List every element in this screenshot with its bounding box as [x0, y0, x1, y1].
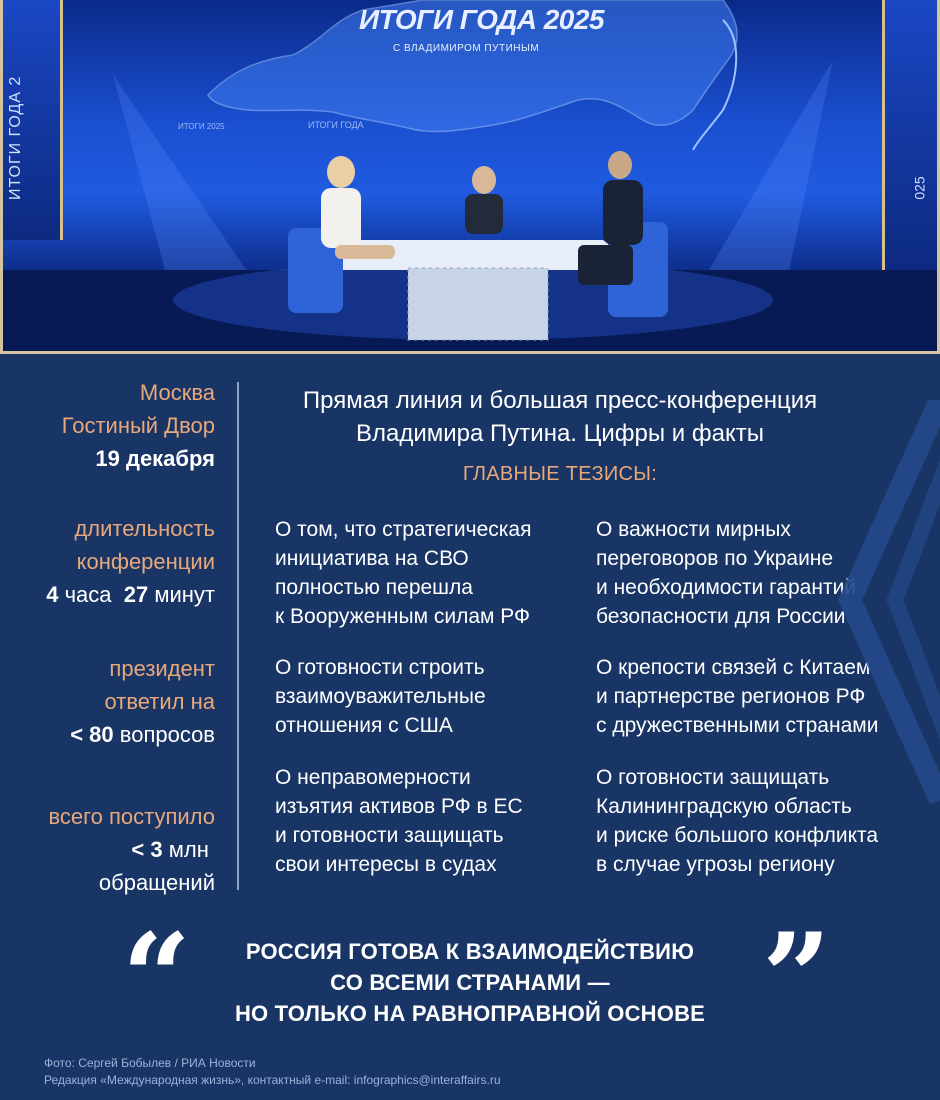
show-subtitle: С ВЛАДИМИРОМ ПУТИНЫМ — [393, 43, 540, 54]
side-screen-right-text: 025 — [911, 176, 928, 200]
host-woman-head — [327, 156, 355, 188]
main-title — [250, 384, 870, 450]
host-man-head — [608, 151, 632, 179]
host-woman-legs — [335, 245, 395, 259]
thesis-line: и готовности защищать — [275, 824, 504, 847]
side-screen-right — [882, 0, 937, 270]
thesis-strategic-initiative — [275, 515, 585, 631]
table-base — [408, 268, 548, 340]
thesis-line: и необходимости гарантий — [596, 576, 857, 599]
fact-answered-count: < 80 — [70, 722, 114, 747]
thesis-line: и партнерстве регионов РФ — [596, 685, 866, 708]
light-beam-right — [703, 60, 833, 300]
thesis-line: безопасности для России — [596, 605, 846, 628]
theses-heading: ГЛАВНЫЕ ТЕЗИСЫ: — [462, 463, 658, 485]
editorial-contact: Редакция «Международная жизнь», контактный e-mail: infographics@interaffairs.ru — [44, 1073, 501, 1087]
quote-line-2: СО ВСЕМИ СТРАНАМИ — — [330, 970, 610, 995]
decorative-chevrons — [810, 400, 940, 960]
host-man-body — [603, 180, 643, 245]
quote-close-icon: ” — [762, 907, 832, 1048]
fact-received-count: < 3 — [131, 837, 163, 862]
background-title-small-b: ИТОГИ ГОДА — [308, 120, 364, 130]
main-quote — [200, 936, 740, 1029]
fact-answered-unit: вопросов — [119, 722, 215, 747]
thesis-line: О готовности строить — [275, 656, 485, 679]
thesis-line: инициатива на СВО — [275, 547, 469, 570]
fact-answered — [10, 652, 215, 751]
host-man-legs — [578, 245, 633, 285]
fact-received-value — [10, 833, 215, 866]
thesis-line: О готовности защищать — [596, 766, 830, 789]
fact-received-label: всего поступило — [48, 804, 215, 829]
thesis-line: к Вооруженным силам РФ — [275, 605, 531, 628]
thesis-line: и риске большого конфликта — [596, 824, 879, 847]
quote-line-1: РОССИЯ ГОТОВА К ВЗАИМОДЕЙСТВИЮ — [245, 939, 695, 964]
fact-date — [10, 442, 215, 475]
thesis-line: в случае угрозы региону — [596, 853, 835, 876]
vertical-divider — [237, 382, 239, 890]
thesis-line: с дружественными странами — [596, 714, 879, 737]
fact-date-text: 19 декабря — [95, 446, 215, 471]
fact-hours-number: 4 — [46, 582, 59, 607]
fact-venue: Гостиный Двор — [61, 413, 215, 438]
light-beam-left — [113, 75, 253, 300]
president-body — [465, 194, 503, 234]
thesis-line: полностью перешла — [275, 576, 473, 599]
fact-received-unit-2: обращений — [98, 870, 215, 895]
thesis-line: отношения с США — [275, 714, 453, 737]
fact-duration-value — [10, 578, 215, 611]
background-title-small-a: ИТОГИ 2025 — [178, 122, 225, 131]
fact-received-unit: млн — [168, 837, 209, 862]
event-photo — [3, 0, 937, 351]
footer — [44, 1055, 501, 1089]
thesis-line: О крепости связей с Китаем — [596, 656, 871, 679]
host-woman-body — [321, 188, 361, 248]
thesis-eu-assets — [275, 763, 585, 879]
thesis-line: О неправомерности — [275, 766, 471, 789]
fact-received — [10, 800, 215, 899]
fact-duration-label-1: длительность — [74, 516, 215, 541]
thesis-line: О важности мирных — [596, 518, 791, 541]
fact-answered-label-1: президент — [109, 656, 215, 681]
fact-minutes-number: 27 — [123, 582, 149, 607]
photo-credit: Фото: Сергей Бобылев / РИА Новости — [44, 1056, 256, 1070]
thesis-usa-relations — [275, 653, 585, 740]
thesis-line: О том, что стратегическая — [275, 518, 532, 541]
fact-duration — [10, 512, 215, 611]
thesis-line: взаимоуважительные — [275, 685, 486, 708]
president-head — [472, 166, 496, 194]
main-title-line-2: Владимира Путина. Цифры и факты — [356, 420, 764, 447]
fact-place — [10, 376, 215, 475]
main-title-line-1: Прямая линия и большая пресс-конференция — [302, 387, 818, 414]
side-screen-left-text: ИТОГИ ГОДА 2 — [7, 75, 24, 200]
show-title: ИТОГИ ГОДА 2025 — [359, 4, 604, 35]
fact-answered-value — [10, 718, 215, 751]
thesis-line: свои интересы в судах — [275, 853, 497, 876]
thesis-line: переговоров по Украине — [596, 547, 834, 570]
quote-open-icon: “ — [122, 907, 192, 1048]
photo-frame — [0, 0, 940, 354]
thesis-line: Калининградскую область — [596, 795, 852, 818]
fact-city: Москва — [139, 380, 215, 405]
fact-minutes-unit: минут — [154, 582, 215, 607]
fact-answered-label-2: ответил на — [104, 689, 215, 714]
fact-duration-label-2: конференции — [76, 549, 215, 574]
fact-hours-unit: часа — [64, 582, 112, 607]
quote-line-3: НО ТОЛЬКО НА РАВНОПРАВНОЙ ОСНОВЕ — [234, 1001, 706, 1026]
thesis-line: изъятия активов РФ в ЕС — [275, 795, 523, 818]
